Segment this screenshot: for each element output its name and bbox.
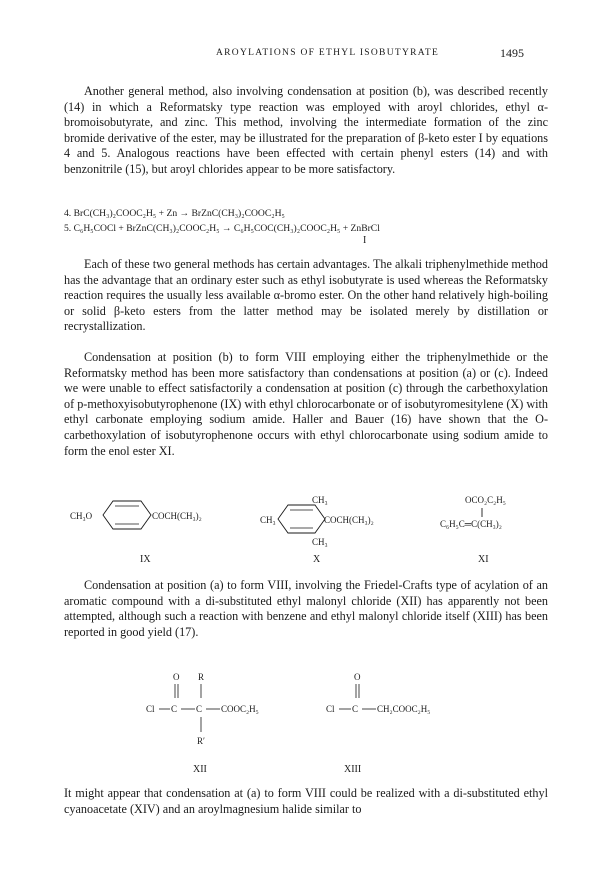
structure-ix-acyl-group: COCH(CH₃)₂	[152, 511, 202, 521]
paragraph-cyanoacetate: It might appear that condensation at (a) to form VIII could be realized with a di-substituted ethyl cyanoacetate (XIV) and an aroylmagnesium halide similar to	[64, 786, 548, 816]
paragraph-condensation-b: Condensation at position (b) to form VIII employing either the triphenylmethide or the Reformatsky method has been more satisfactory than condensations at position (a) or (c). Indeed we were unable to effect satisfactorily a condensation at position (c) through the carbethoxylation of p-methoxyisobutyrophenone (IX) with ethyl chlorocarbonate or of isobutyromesitylene (X) with ethyl carbonate employing sodium amide. Haller and Bauer (16) have shown that the O-carbethoxylation of isobutyrophenone occurs with ethyl chlorocarbonate using sodium amide to form the enol ester XI.	[64, 350, 548, 458]
structure-xii-r-prime: R′	[197, 736, 205, 746]
running-title: AROYLATIONS OF ETHYL ISOBUTYRATE	[216, 48, 440, 58]
structure-xiii-chain: CH₂COOC₂H₅	[377, 704, 431, 714]
structure-xi-label: XI	[478, 554, 489, 565]
paragraph-condensation-a: Condensation at position (a) to form VIII, involving the Friedel-Crafts type of acylation of an aromatic compound with a di-substituted ethyl malonyl chloride (XII) has apparently not been attempted, although such a reaction with benzene and ethyl malonyl chloride itself (XIII) has been reported in good yield (17).	[64, 578, 548, 639]
structure-xii-label: XII	[193, 764, 207, 775]
equation-5-product-label: I	[363, 235, 367, 246]
structure-ix-methoxy: CH₃O	[70, 511, 93, 521]
structure-xii-r-group: R	[198, 672, 205, 682]
structure-xi	[440, 495, 506, 565]
structure-x-left-methyl: CH₃	[260, 515, 276, 525]
structure-xiii	[326, 672, 430, 775]
structure-xiii-label: XIII	[344, 764, 362, 775]
structure-ix-benzene-ring	[103, 501, 151, 529]
structure-xii-oxygen: O	[173, 672, 180, 682]
structure-xii-chlorine: Cl	[146, 704, 155, 714]
structure-ix-label: IX	[140, 554, 151, 565]
structure-xii-ester: COOC₂H₅	[221, 704, 259, 714]
structure-xii-carbon-1: C	[171, 704, 178, 714]
page-number: 1495	[500, 46, 524, 60]
equation-5: 5. C₆H₅COCl + BrZnC(CH₃)₂COOC₂H₅ → C₆H₅COC(CH₃)₂COOC₂H₅ + ZnBrCl	[64, 223, 380, 234]
structure-x-benzene-ring	[278, 505, 325, 533]
equation-4: 4. BrC(CH₃)₂COOC₂H₅ + Zn → BrZnC(CH₃)₂COOC₂H₅	[64, 208, 285, 219]
paragraph-method-comparison: Each of these two general methods has certain advantages. The alkali triphenylmethide method has the advantage that an ordinary ester such as ethyl isobutyrate is used whereas the Reformatsky reaction requires the usually less available α-bromo ester. On the other hand relatively high-boiling or solid β-keto esters from the latter method may be isolated merely by distillation or recrystallization.	[64, 257, 548, 334]
structure-xi-main-chain: C₆H₅C═C(CH₃)₂	[440, 519, 502, 529]
structure-x-label: X	[313, 554, 321, 565]
structure-x	[260, 495, 374, 565]
structure-xiii-chlorine: Cl	[326, 704, 335, 714]
structure-ix	[70, 501, 202, 565]
structure-xiii-oxygen: O	[354, 672, 361, 682]
structure-x-top-methyl: CH₃	[312, 495, 328, 505]
structure-x-acyl-group: COCH(CH₃)₂	[324, 515, 374, 525]
structure-xii-carbon-2: C	[196, 704, 203, 714]
structure-xii	[146, 672, 259, 775]
structure-x-bottom-methyl: CH₃	[312, 537, 328, 547]
structure-xiii-carbon: C	[352, 704, 359, 714]
paragraph-reformatsky-method: Another general method, also involving condensation at position (b), was described recently (14) in which a Reformatsky type reaction was employed with aroyl chlorides, ethyl α-bromoisobutyrate, and zinc. This method, involving the intermediate formation of the zinc bromide derivative of the ester, may be illustrated for the preparation of β-keto ester I by equations 4 and 5. Analogous reactions have been effected with certain phenyl esters (14) and with benzonitrile (15), but aroyl chlorides appear to be more satisfactory.	[64, 84, 548, 176]
structure-xi-enol-ester: OCO₂C₂H₅	[465, 495, 506, 505]
